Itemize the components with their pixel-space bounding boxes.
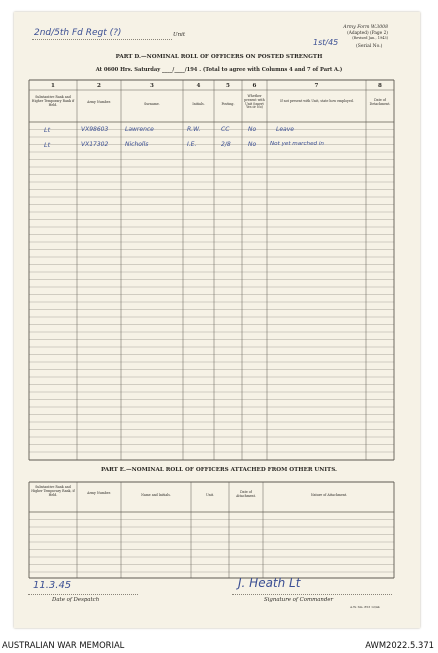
row1-initials: R.W.	[187, 126, 201, 133]
part-d-subtitle: At 0600 Hrs. Saturday ____/____/194 . (Total to agree with Columns 4 and 7 of Part A.)	[95, 67, 343, 73]
unit-label: Unit	[173, 32, 186, 38]
footer-bar	[0, 636, 438, 653]
despatch-label: Date of Despatch	[52, 597, 100, 603]
row2-posting: 2/8	[221, 141, 231, 148]
army-form-label: Army Form W.3008	[343, 25, 388, 30]
col-header-surname: Surname.	[144, 102, 160, 106]
row2-employment: Not yet marched in	[270, 141, 324, 147]
e-header-nature: Nature of Attachment.	[310, 493, 348, 497]
commander-signature: J. Heath Lt	[238, 576, 301, 590]
col-header-initials: Initials.	[192, 102, 205, 106]
footer-right-text: AWM2022.5.371	[365, 640, 434, 650]
col-num-7: 7	[314, 83, 319, 89]
row2-army-number: VX17302	[81, 141, 109, 148]
row1-employment: Leave	[276, 126, 294, 133]
col-header-present: Whether present with Unit (insert Yes or No)	[244, 94, 265, 110]
e-header-name: Name and Initials.	[141, 493, 171, 497]
col-num-3: 3	[150, 83, 154, 89]
row1-surname: Lawrence	[125, 126, 154, 133]
e-header-date: Date of Attachment.	[236, 490, 256, 498]
row1-army-number: VX98603	[81, 126, 109, 133]
col-num-1: 1	[51, 83, 55, 89]
serial-label: (Serial No.)	[356, 44, 383, 49]
revised-label: (Revised Jan., 1943)	[352, 36, 388, 40]
col-header-employment: If not present with Unit, state how employed.	[280, 99, 354, 103]
serial-handwritten: 1st/45	[313, 38, 339, 47]
col-num-4: 4	[196, 83, 201, 89]
col-header-army-number: Army Number.	[87, 100, 111, 104]
col-num-8: 8	[378, 83, 382, 89]
e-header-army-number: Army Number.	[87, 491, 111, 495]
commander-underline	[232, 594, 392, 595]
footer-left-text: AUSTRALIAN WAR MEMORIAL	[2, 640, 125, 650]
row1-rank: Lt	[44, 126, 51, 134]
print-code: A.W. Sm. 853 12/44	[350, 605, 380, 609]
adapted-label: (Adapted) (Page 2)	[347, 31, 388, 36]
col-header-detachment: Date of Detachment.	[369, 98, 391, 106]
e-header-rank: Substantive Rank and Higher Temporary Rank, if Held.	[31, 485, 75, 497]
despatch-underline	[28, 594, 138, 595]
part-d-title: PART D.—NOMINAL ROLL OF OFFICERS ON POSTED STRENGTH	[115, 54, 323, 60]
col-header-rank: Substantive Rank and Higher Temporary Rank if Held.	[31, 95, 75, 107]
despatch-date-handwritten: 11.3.45	[33, 580, 72, 591]
part-e-title: PART E.—NOMINAL ROLL OF OFFICERS ATTACHED FROM OTHER UNITS.	[100, 467, 337, 473]
col-num-5: 5	[226, 83, 230, 89]
row1-posting: CC	[221, 126, 230, 133]
col-num-6: 6	[252, 83, 257, 89]
commander-label: Signature of Commander	[264, 597, 334, 603]
unit-handwritten: 2nd/5th Fd Regt (?)	[34, 28, 122, 38]
col-header-posting: Posting.	[221, 102, 235, 106]
row2-surname: Nicholls	[125, 141, 149, 148]
row1-present: No	[248, 126, 257, 133]
row2-present: No	[248, 141, 257, 148]
e-header-unit: Unit.	[205, 493, 215, 497]
col-num-2: 2	[97, 83, 101, 89]
row2-initials: I.E.	[187, 141, 197, 148]
row2-rank: Lt	[44, 141, 51, 149]
